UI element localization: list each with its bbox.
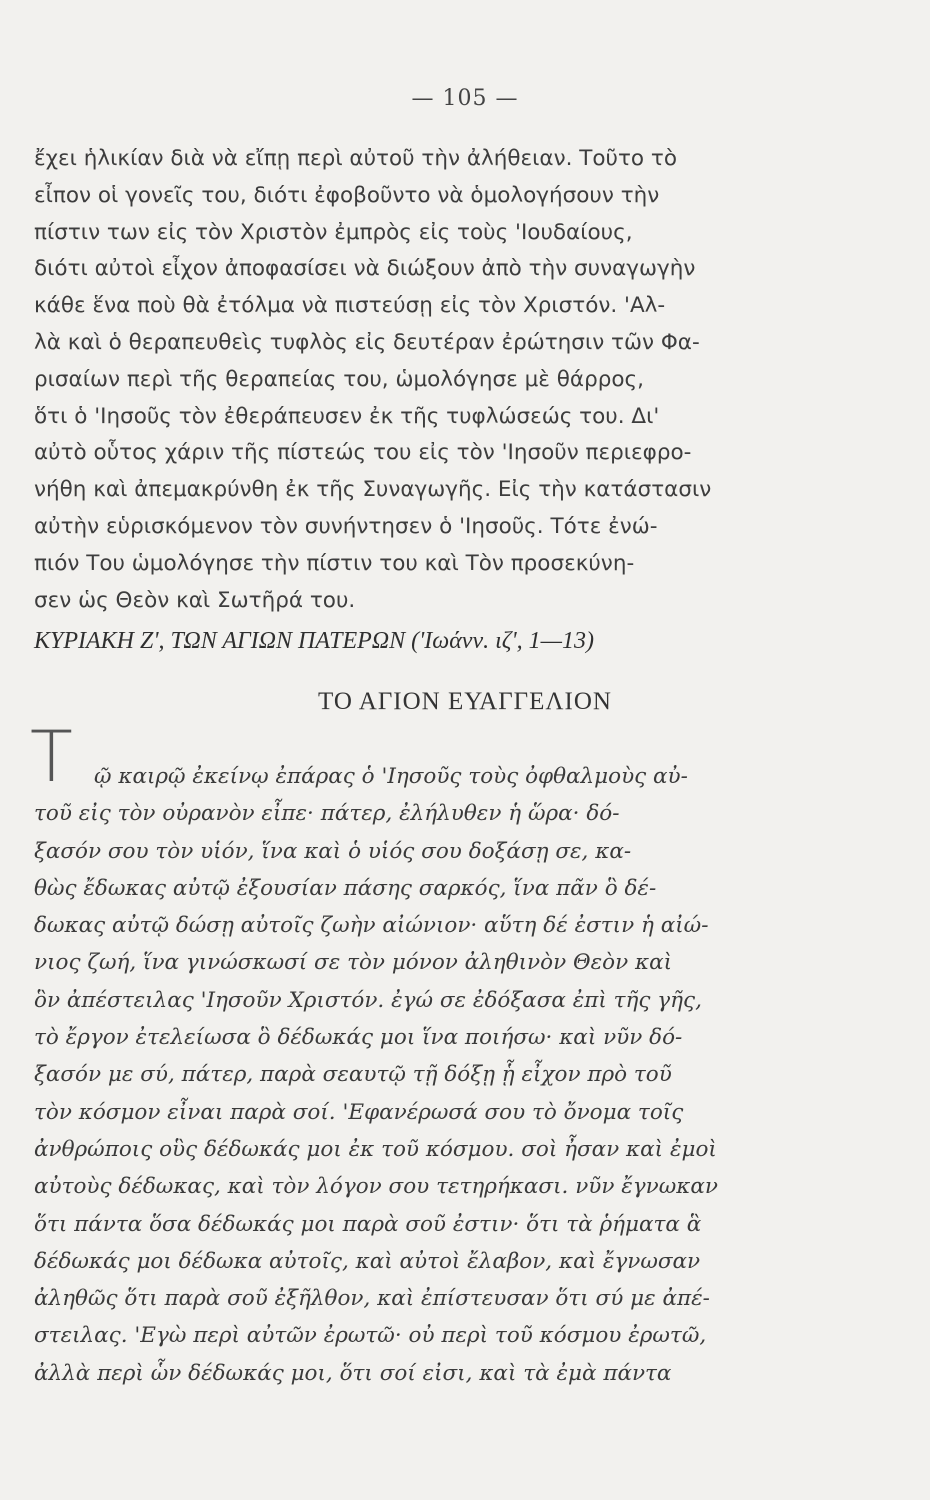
paragraph-line: ἔχει ἡλικίαν διὰ νὰ εἴπῃ περὶ αὐτοῦ τὴν ἀλήθειαν. Τοῦτο τὸ bbox=[34, 146, 678, 171]
gospel-text bbox=[34, 758, 814, 1392]
drop-cap: Τ bbox=[30, 716, 73, 798]
paragraph-line: πιόν Του ὡμολόγησε τὴν πίστιν του καὶ Τὸν προσεκύνη- bbox=[34, 550, 635, 576]
gospel-line: ξασόν με σύ, πάτερ, παρὰ σεαυτῷ τῇ δόξῃ ᾗ εἶχον πρὸ τοῦ bbox=[34, 1062, 672, 1088]
paragraph-line: εἶπον οἱ γονεῖς του, διότι ἐφοβοῦντο νὰ ὁμολογήσουν τὴν bbox=[34, 182, 660, 208]
gospel-line: τοῦ εἰς τὸν οὐρανὸν εἶπε· πάτερ, ἐλήλυθεν ἡ ὥρα· δό- bbox=[34, 801, 620, 827]
gospel-line: ὃν ἀπέστειλας 'Ιησοῦν Χριστόν. ἐγώ σε ἐδόξασα ἐπὶ τῆς γῆς, bbox=[34, 987, 702, 1013]
gospel-line: δωκας αὐτῷ δώσῃ αὐτοῖς ζωὴν αἰώνιον· αὕτη δέ ἐστιν ἡ αἰώ- bbox=[34, 913, 709, 939]
paragraph-line: ὅτι ὁ 'Ιησοῦς τὸν ἐθεράπευσεν ἐκ τῆς τυφλώσεώς του. Δι' bbox=[34, 403, 660, 429]
gospel-line: ῷ καιρῷ ἐκείνῳ ἐπάρας ὁ 'Ιησοῦς τοὺς ὀφθαλμοὺς αὐ- bbox=[94, 764, 688, 789]
gospel-line: ἀλλὰ περὶ ὧν δέδωκάς μοι, ὅτι σοί εἰσι, καὶ τὰ ἐμὰ πάντα bbox=[34, 1360, 672, 1386]
gospel-line: θὼς ἔδωκας αὐτῷ ἐξουσίαν πάσης σαρκός, ἵνα πᾶν ὃ δέ- bbox=[34, 875, 657, 901]
gospel-line: ξασόν σου τὸν υἱόν, ἵνα καὶ ὁ υἱός σου δοξάσῃ σε, κα- bbox=[34, 838, 632, 864]
gospel-line: ἀληθῶς ὅτι παρὰ σοῦ ἐξῆλθον, καὶ ἐπίστευσαν ὅτι σύ με ἀπέ- bbox=[34, 1286, 710, 1312]
paragraph-line: νήθη καὶ ἀπεμακρύνθη ἐκ τῆς Συναγωγῆς. Εἰς τὴν κατάστασιν bbox=[34, 477, 712, 503]
body-paragraph bbox=[34, 141, 804, 619]
paragraph-line: ρισαίων περὶ τῆς θεραπείας του, ὡμολόγησε μὲ θάρρος, bbox=[34, 366, 644, 392]
gospel-line: δέδωκάς μοι δέδωκα αὐτοῖς, καὶ αὐτοὶ ἔλαβον, καὶ ἔγνωσαν bbox=[34, 1248, 701, 1274]
gospel-line: αὐτοὺς δέδωκας, καὶ τὸν λόγον σου τετηρήκασι. νῦν ἔγνωκαν bbox=[34, 1174, 718, 1200]
gospel-line: τὸ ἔργον ἐτελείωσα ὃ δέδωκάς μοι ἵνα ποιήσω· καὶ νῦν δό- bbox=[34, 1025, 683, 1051]
paragraph-line: πίστιν των εἰς τὸν Χριστὸν ἐμπρὸς εἰς τοὺς 'Ιουδαίους, bbox=[34, 219, 633, 245]
paragraph-line: αὐτὴν εὑρισκόμενον τὸν συνήντησεν ὁ 'Ιησοῦς. Τότε ἐνώ- bbox=[34, 513, 658, 539]
gospel-subheading: ΤΟ ΑΓΙΟΝ ΕΥΑΓΓΕΛΙΟΝ bbox=[318, 688, 612, 715]
paragraph-line: σεν ὡς Θεὸν καὶ Σωτῆρά του. bbox=[34, 587, 356, 613]
gospel-line: νιος ζωή, ἵνα γινώσκωσί σε τὸν μόνον ἀληθινὸν Θεὸν καὶ bbox=[34, 950, 673, 976]
paragraph-line: αὐτὸ οὗτος χάριν τῆς πίστεώς του εἰς τὸν 'Ιησοῦν περιεφρο- bbox=[34, 440, 692, 466]
gospel-line: τὸν κόσμον εἶναι παρὰ σοί. 'Εφανέρωσά σου τὸ ὄνομα τοῖς bbox=[34, 1099, 684, 1125]
section-heading: ΚΥΡΙΑΚΗ Ζ', ΤΩΝ ΑΓΙΩΝ ΠΑΤΕΡΩΝ ('Ιωάνν. ιζ', 1—13) bbox=[34, 628, 594, 654]
paragraph-line: λὰ καὶ ὁ θεραπευθεὶς τυφλὸς εἰς δευτέραν ἐρώτησιν τῶν Φα- bbox=[34, 329, 700, 355]
gospel-line: στειλας. 'Εγὼ περὶ αὐτῶν ἐρωτῶ· οὐ περὶ τοῦ κόσμου ἐρωτῶ, bbox=[34, 1323, 707, 1349]
gospel-line: ὅτι πάντα ὅσα δέδωκάς μοι παρὰ σοῦ ἐστιν· ὅτι τὰ ῥήματα ἃ bbox=[34, 1211, 702, 1237]
page-number: — 105 — bbox=[411, 86, 519, 111]
gospel-line: ἀνθρώποις οὓς δέδωκάς μοι ἐκ τοῦ κόσμου. σοὶ ἦσαν καὶ ἐμοὶ bbox=[34, 1136, 717, 1162]
paragraph-line: κάθε ἕνα ποὺ θὰ ἐτόλμα νὰ πιστεύσῃ εἰς τὸν Χριστόν. 'Αλ- bbox=[34, 293, 666, 319]
paragraph-line: διότι αὐτοὶ εἶχον ἀποφασίσει νὰ διώξουν ἀπὸ τὴν συναγωγὴν bbox=[34, 256, 696, 282]
